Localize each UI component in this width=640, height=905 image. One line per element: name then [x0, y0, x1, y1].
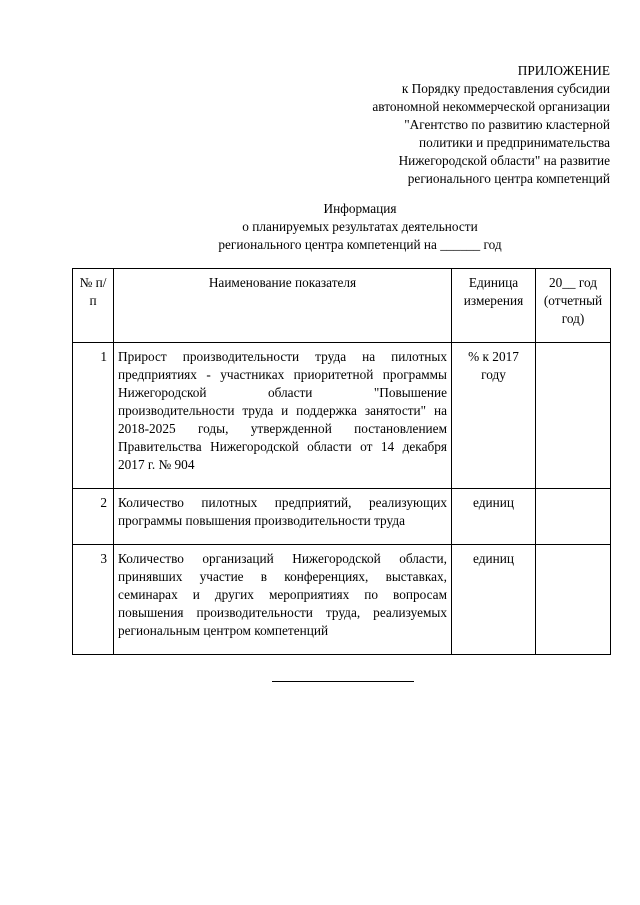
row-number: 2: [73, 489, 114, 545]
table-row: [73, 545, 611, 655]
title-line-2: о планируемых результатах деятельности: [242, 219, 478, 234]
closing-rule: [272, 681, 414, 682]
appendix-title: ПРИЛОЖЕНИЕ: [517, 63, 610, 78]
appendix-line: Нижегородской области" на развитие: [398, 153, 610, 168]
appendix-line: автономной некоммерческой организации: [372, 99, 610, 114]
indicator-unit: единиц: [452, 489, 536, 545]
title-line-3: регионального центра компетенций на ______ год: [218, 237, 502, 252]
table-header-row: [73, 269, 611, 343]
appendix-line: "Агентство по развитию кластерной: [404, 117, 610, 132]
indicators-table: [72, 268, 611, 655]
table-row: [73, 343, 611, 489]
header-unit: Единица измерения: [452, 269, 536, 343]
appendix-line: политики и предпринимательства: [419, 135, 610, 150]
header-reporting-year: 20__ год (отчетный год): [536, 269, 611, 343]
indicator-name: Количество организаций Нижегородской области, принявших участие в конференциях, выставках, семинарах и других мероприятиях по вопросам повышения производительности труда, реализуемых региональным центром компетенций: [114, 545, 452, 655]
row-number: 1: [73, 343, 114, 489]
header-number: № п/п: [73, 269, 114, 343]
indicator-value: [536, 343, 611, 489]
appendix-header: [310, 62, 610, 188]
appendix-line: к Порядку предоставления субсидии: [401, 81, 610, 96]
table-row: [73, 489, 611, 545]
header-indicator-name: Наименование показателя: [114, 269, 452, 343]
document-title: [0, 200, 640, 254]
indicator-name: Количество пилотных предприятий, реализующих программы повышения производительности труда: [114, 489, 452, 545]
appendix-line: регионального центра компетенций: [407, 171, 610, 186]
indicator-unit: % к 2017 году: [452, 343, 536, 489]
indicator-name: Прирост производительности труда на пилотных предприятиях - участниках приоритетной программы Нижегородской области "Повышение производительности труда и поддержка занятости" на 2018-2025 годы, утвержденной постановлением Правительства Нижегородской области от 14 декабря 2017 г. № 904: [114, 343, 452, 489]
row-number: 3: [73, 545, 114, 655]
indicator-value: [536, 489, 611, 545]
indicator-value: [536, 545, 611, 655]
indicator-unit: единиц: [452, 545, 536, 655]
title-line-1: Информация: [323, 201, 397, 216]
